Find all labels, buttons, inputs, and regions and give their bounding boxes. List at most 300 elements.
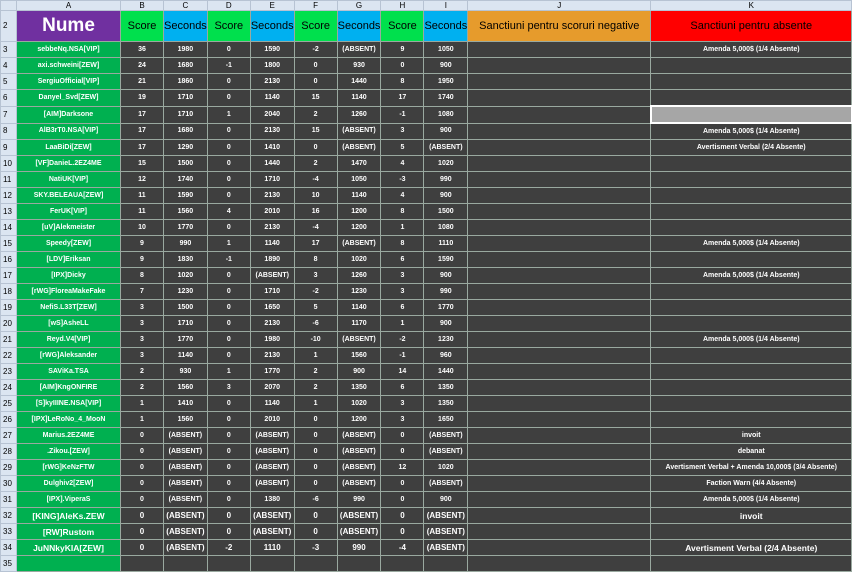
row-number[interactable]: 34 <box>1 540 17 556</box>
seconds-cell[interactable]: 1110 <box>250 540 294 556</box>
score-cell[interactable]: 0 <box>121 492 164 508</box>
negative-sanction-cell[interactable] <box>468 74 651 90</box>
score-cell[interactable]: 0 <box>381 58 424 74</box>
seconds-cell[interactable]: (ABSENT) <box>424 508 468 524</box>
seconds-cell[interactable]: 1350 <box>424 396 468 412</box>
score-cell[interactable]: -3 <box>294 540 337 556</box>
negative-sanction-cell[interactable] <box>468 556 651 572</box>
absence-sanction-cell[interactable] <box>651 300 852 316</box>
score-cell[interactable]: 6 <box>381 380 424 396</box>
seconds-cell[interactable]: 990 <box>164 236 208 252</box>
seconds-cell[interactable]: 1200 <box>337 412 381 428</box>
player-name-cell[interactable]: Reyd.V4[VIP] <box>17 332 121 348</box>
seconds-cell[interactable]: (ABSENT) <box>424 444 468 460</box>
negative-sanction-cell[interactable] <box>468 236 651 252</box>
score-cell[interactable]: 0 <box>207 300 250 316</box>
seconds-cell[interactable]: (ABSENT) <box>164 508 208 524</box>
absence-sanction-cell[interactable] <box>651 172 852 188</box>
seconds-cell[interactable]: (ABSENT) <box>424 476 468 492</box>
negative-sanction-cell[interactable] <box>468 268 651 284</box>
negative-sanction-cell[interactable] <box>468 172 651 188</box>
seconds-cell[interactable]: 900 <box>424 316 468 332</box>
seconds-header-cell[interactable]: Seconds <box>424 11 468 42</box>
seconds-cell[interactable]: 1590 <box>424 252 468 268</box>
player-name-cell[interactable]: LaaBiDi[ZEW] <box>17 140 121 156</box>
score-cell[interactable]: 3 <box>381 123 424 140</box>
score-cell[interactable]: 0 <box>381 428 424 444</box>
score-cell[interactable]: 0 <box>207 492 250 508</box>
score-cell[interactable]: 3 <box>121 300 164 316</box>
seconds-cell[interactable]: 2040 <box>250 106 294 123</box>
score-cell[interactable]: 8 <box>294 252 337 268</box>
absence-sanction-cell[interactable] <box>651 188 852 204</box>
score-cell[interactable]: -2 <box>381 332 424 348</box>
score-cell[interactable]: 0 <box>294 74 337 90</box>
score-cell[interactable]: 0 <box>294 476 337 492</box>
seconds-cell[interactable]: (ABSENT) <box>424 428 468 444</box>
score-cell[interactable]: 2 <box>121 364 164 380</box>
row-number[interactable]: 22 <box>1 348 17 364</box>
player-name-cell[interactable]: Marius.2EZ4ME <box>17 428 121 444</box>
seconds-cell[interactable]: (ABSENT) <box>250 268 294 284</box>
negative-sanction-cell[interactable] <box>468 508 651 524</box>
negative-sanctions-header-cell[interactable]: Sanctiuni pentru scoruri negative <box>468 11 651 42</box>
score-cell[interactable]: 3 <box>121 348 164 364</box>
score-cell[interactable]: 16 <box>294 204 337 220</box>
seconds-cell[interactable]: (ABSENT) <box>164 428 208 444</box>
seconds-cell[interactable]: 930 <box>164 364 208 380</box>
negative-sanction-cell[interactable] <box>468 316 651 332</box>
seconds-cell[interactable]: 1710 <box>164 90 208 107</box>
score-cell[interactable]: 12 <box>381 460 424 476</box>
seconds-cell[interactable]: 1380 <box>250 492 294 508</box>
absence-sanction-cell[interactable] <box>651 316 852 332</box>
seconds-cell[interactable]: 1740 <box>424 90 468 107</box>
score-cell[interactable]: 0 <box>207 412 250 428</box>
row-number[interactable]: 8 <box>1 123 17 140</box>
score-cell[interactable]: 5 <box>381 140 424 156</box>
seconds-header-cell[interactable]: Seconds <box>337 11 381 42</box>
seconds-cell[interactable]: 1980 <box>164 42 208 58</box>
absence-sanction-cell[interactable] <box>651 364 852 380</box>
score-cell[interactable]: 0 <box>381 476 424 492</box>
score-header-cell[interactable]: Score <box>294 11 337 42</box>
negative-sanction-cell[interactable] <box>468 332 651 348</box>
negative-sanction-cell[interactable] <box>468 140 651 156</box>
column-header-g[interactable]: G <box>337 1 381 11</box>
player-name-cell[interactable]: [IPX].ViperaS <box>17 492 121 508</box>
seconds-cell[interactable]: 1710 <box>250 172 294 188</box>
absence-sanction-cell[interactable]: Amenda 5,000$ (1/4 Absente) <box>651 268 852 284</box>
seconds-cell[interactable]: (ABSENT) <box>250 428 294 444</box>
seconds-cell[interactable]: 1680 <box>164 58 208 74</box>
score-cell[interactable]: 0 <box>294 412 337 428</box>
score-cell[interactable]: 1 <box>121 396 164 412</box>
negative-sanction-cell[interactable] <box>468 156 651 172</box>
seconds-cell[interactable]: 1020 <box>424 460 468 476</box>
score-cell[interactable]: 0 <box>207 348 250 364</box>
seconds-cell[interactable]: 1410 <box>250 140 294 156</box>
score-cell[interactable]: 0 <box>381 492 424 508</box>
row-number[interactable]: 15 <box>1 236 17 252</box>
absence-sanction-cell[interactable] <box>651 220 852 236</box>
seconds-cell[interactable]: (ABSENT) <box>337 476 381 492</box>
score-cell[interactable]: 36 <box>121 42 164 58</box>
score-cell[interactable]: 2 <box>294 156 337 172</box>
seconds-cell[interactable]: 1200 <box>337 220 381 236</box>
seconds-cell[interactable]: (ABSENT) <box>337 140 381 156</box>
score-cell[interactable] <box>294 556 337 572</box>
score-cell[interactable]: 3 <box>121 316 164 332</box>
seconds-cell[interactable]: 1710 <box>164 106 208 123</box>
negative-sanction-cell[interactable] <box>468 90 651 107</box>
score-cell[interactable]: 17 <box>121 123 164 140</box>
seconds-cell[interactable]: 900 <box>424 188 468 204</box>
column-header-e[interactable]: E <box>250 1 294 11</box>
seconds-cell[interactable]: 990 <box>337 492 381 508</box>
score-cell[interactable]: 1 <box>381 316 424 332</box>
player-name-cell[interactable]: Speedy[ZEW] <box>17 236 121 252</box>
seconds-cell[interactable]: 1140 <box>337 90 381 107</box>
score-cell[interactable]: 0 <box>121 508 164 524</box>
score-cell[interactable]: -4 <box>294 220 337 236</box>
score-cell[interactable]: 4 <box>381 156 424 172</box>
row-number[interactable]: 16 <box>1 252 17 268</box>
seconds-cell[interactable] <box>164 556 208 572</box>
score-cell[interactable]: 0 <box>294 428 337 444</box>
seconds-cell[interactable]: (ABSENT) <box>424 524 468 540</box>
score-cell[interactable]: 9 <box>381 42 424 58</box>
negative-sanction-cell[interactable] <box>468 42 651 58</box>
score-cell[interactable]: 8 <box>381 204 424 220</box>
absence-sanction-cell[interactable] <box>651 58 852 74</box>
seconds-cell[interactable]: 900 <box>424 123 468 140</box>
seconds-cell[interactable]: 1560 <box>337 348 381 364</box>
seconds-cell[interactable]: 1020 <box>337 396 381 412</box>
seconds-cell[interactable]: 1140 <box>337 188 381 204</box>
column-header-c[interactable]: C <box>164 1 208 11</box>
score-cell[interactable]: 0 <box>121 444 164 460</box>
seconds-cell[interactable]: 1140 <box>337 300 381 316</box>
seconds-cell[interactable]: (ABSENT) <box>250 508 294 524</box>
row-number[interactable]: 33 <box>1 524 17 540</box>
score-cell[interactable]: 3 <box>381 396 424 412</box>
negative-sanction-cell[interactable] <box>468 412 651 428</box>
seconds-cell[interactable]: 2130 <box>250 348 294 364</box>
seconds-cell[interactable]: 900 <box>424 268 468 284</box>
score-cell[interactable]: 0 <box>207 268 250 284</box>
row-number[interactable]: 26 <box>1 412 17 428</box>
negative-sanction-cell[interactable] <box>468 364 651 380</box>
seconds-cell[interactable]: 1410 <box>164 396 208 412</box>
seconds-cell[interactable]: (ABSENT) <box>424 140 468 156</box>
seconds-cell[interactable]: 1650 <box>250 300 294 316</box>
seconds-cell[interactable]: 1440 <box>424 364 468 380</box>
seconds-cell[interactable]: 1830 <box>164 252 208 268</box>
seconds-cell[interactable]: 1050 <box>337 172 381 188</box>
seconds-cell[interactable]: 1710 <box>164 316 208 332</box>
absence-sanction-cell[interactable]: Amenda 5,000$ (1/4 Absente) <box>651 42 852 58</box>
row-number[interactable]: 19 <box>1 300 17 316</box>
score-cell[interactable] <box>121 556 164 572</box>
row-number[interactable]: 12 <box>1 188 17 204</box>
row-number[interactable]: 20 <box>1 316 17 332</box>
seconds-cell[interactable]: 1500 <box>164 156 208 172</box>
seconds-cell[interactable] <box>424 556 468 572</box>
column-header-j[interactable]: J <box>468 1 651 11</box>
seconds-cell[interactable]: 1560 <box>164 412 208 428</box>
column-header-f[interactable]: F <box>294 1 337 11</box>
player-name-cell[interactable]: [LDV]Eriksan <box>17 252 121 268</box>
seconds-cell[interactable]: 1200 <box>337 204 381 220</box>
negative-sanction-cell[interactable] <box>468 428 651 444</box>
score-cell[interactable]: -10 <box>294 332 337 348</box>
row-number[interactable]: 29 <box>1 460 17 476</box>
score-cell[interactable]: 0 <box>207 460 250 476</box>
score-cell[interactable]: -1 <box>381 106 424 123</box>
row-number[interactable]: 35 <box>1 556 17 572</box>
row-number[interactable]: 9 <box>1 140 17 156</box>
player-name-cell[interactable]: SKY.BELEAUA[ZEW] <box>17 188 121 204</box>
score-cell[interactable]: 0 <box>207 123 250 140</box>
absence-sanction-cell[interactable] <box>651 396 852 412</box>
negative-sanction-cell[interactable] <box>468 123 651 140</box>
seconds-cell[interactable]: 1590 <box>164 188 208 204</box>
score-cell[interactable]: 0 <box>207 508 250 524</box>
player-name-cell[interactable]: AlB3rT0.NSA[VIP] <box>17 123 121 140</box>
score-cell[interactable]: 3 <box>381 284 424 300</box>
score-cell[interactable]: 0 <box>207 188 250 204</box>
score-cell[interactable]: -4 <box>381 540 424 556</box>
seconds-cell[interactable] <box>250 556 294 572</box>
seconds-cell[interactable]: 900 <box>424 58 468 74</box>
row-number[interactable]: 7 <box>1 106 17 123</box>
score-cell[interactable]: 0 <box>381 524 424 540</box>
row-number[interactable]: 6 <box>1 90 17 107</box>
player-name-cell[interactable]: [IPX]LeRoNo_4_MooN <box>17 412 121 428</box>
score-cell[interactable]: 11 <box>121 204 164 220</box>
absence-sanction-cell[interactable]: Amenda 5,000$ (1/4 Absente) <box>651 123 852 140</box>
seconds-cell[interactable]: (ABSENT) <box>164 492 208 508</box>
score-cell[interactable]: 0 <box>294 444 337 460</box>
seconds-cell[interactable]: 1140 <box>250 236 294 252</box>
row-number[interactable]: 18 <box>1 284 17 300</box>
row-number[interactable]: 27 <box>1 428 17 444</box>
seconds-cell[interactable]: 1770 <box>164 332 208 348</box>
row-number[interactable]: 21 <box>1 332 17 348</box>
column-header-h[interactable]: H <box>381 1 424 11</box>
score-cell[interactable]: 0 <box>121 476 164 492</box>
score-cell[interactable]: 1 <box>207 236 250 252</box>
score-cell[interactable]: 6 <box>381 300 424 316</box>
score-cell[interactable]: 0 <box>121 540 164 556</box>
seconds-cell[interactable]: (ABSENT) <box>164 476 208 492</box>
seconds-cell[interactable]: 1950 <box>424 74 468 90</box>
absence-sanction-cell[interactable] <box>651 74 852 90</box>
seconds-cell[interactable]: 1140 <box>164 348 208 364</box>
score-cell[interactable]: 2 <box>294 106 337 123</box>
absence-sanction-cell[interactable] <box>651 106 852 123</box>
score-header-cell[interactable]: Score <box>207 11 250 42</box>
seconds-cell[interactable]: 990 <box>337 540 381 556</box>
seconds-cell[interactable]: 1080 <box>424 106 468 123</box>
absence-sanction-cell[interactable]: Amenda 5,000$ (1/4 Absente) <box>651 332 852 348</box>
player-name-cell[interactable]: [KING]AleKs.ZEW <box>17 508 121 524</box>
score-cell[interactable] <box>381 556 424 572</box>
score-cell[interactable]: 5 <box>294 300 337 316</box>
seconds-cell[interactable]: (ABSENT) <box>424 540 468 556</box>
row-number[interactable]: 11 <box>1 172 17 188</box>
seconds-cell[interactable]: 1770 <box>164 220 208 236</box>
seconds-cell[interactable]: 2130 <box>250 220 294 236</box>
score-cell[interactable]: 6 <box>381 252 424 268</box>
score-cell[interactable]: 14 <box>381 364 424 380</box>
negative-sanction-cell[interactable] <box>468 460 651 476</box>
seconds-cell[interactable]: 1980 <box>250 332 294 348</box>
seconds-cell[interactable]: 1080 <box>424 220 468 236</box>
absence-sanction-cell[interactable] <box>651 90 852 107</box>
score-cell[interactable]: 0 <box>294 524 337 540</box>
score-cell[interactable]: 0 <box>207 284 250 300</box>
score-cell[interactable]: 3 <box>207 380 250 396</box>
negative-sanction-cell[interactable] <box>468 106 651 123</box>
negative-sanction-cell[interactable] <box>468 220 651 236</box>
absence-sanctions-header-cell[interactable]: Sanctiuni pentru absente <box>651 11 852 42</box>
seconds-cell[interactable]: 1650 <box>424 412 468 428</box>
seconds-cell[interactable]: 900 <box>337 364 381 380</box>
negative-sanction-cell[interactable] <box>468 524 651 540</box>
score-cell[interactable]: 0 <box>207 74 250 90</box>
absence-sanction-cell[interactable] <box>651 524 852 540</box>
seconds-cell[interactable]: (ABSENT) <box>337 42 381 58</box>
score-cell[interactable]: 15 <box>294 123 337 140</box>
player-name-cell[interactable]: [wS]AsheLL <box>17 316 121 332</box>
seconds-cell[interactable]: 2010 <box>250 204 294 220</box>
score-cell[interactable]: 0 <box>294 460 337 476</box>
score-cell[interactable]: 0 <box>294 140 337 156</box>
player-name-cell[interactable]: [AIM]KngONFIRE <box>17 380 121 396</box>
absence-sanction-cell[interactable] <box>651 284 852 300</box>
seconds-cell[interactable]: 1140 <box>250 90 294 107</box>
score-cell[interactable]: -1 <box>381 348 424 364</box>
negative-sanction-cell[interactable] <box>468 204 651 220</box>
negative-sanction-cell[interactable] <box>468 380 651 396</box>
absence-sanction-cell[interactable] <box>651 252 852 268</box>
absence-sanction-cell[interactable] <box>651 156 852 172</box>
row-number[interactable]: 13 <box>1 204 17 220</box>
seconds-cell[interactable]: 1470 <box>337 156 381 172</box>
player-name-cell[interactable]: [S]kyIIINE.NSA[VIP] <box>17 396 121 412</box>
seconds-cell[interactable]: (ABSENT) <box>164 524 208 540</box>
seconds-cell[interactable]: 1800 <box>250 58 294 74</box>
seconds-cell[interactable]: (ABSENT) <box>337 236 381 252</box>
score-cell[interactable]: -2 <box>207 540 250 556</box>
row-number[interactable]: 30 <box>1 476 17 492</box>
score-cell[interactable]: 17 <box>121 140 164 156</box>
score-cell[interactable]: 0 <box>207 172 250 188</box>
score-cell[interactable]: -1 <box>207 58 250 74</box>
row-number[interactable]: 17 <box>1 268 17 284</box>
seconds-cell[interactable]: 1740 <box>164 172 208 188</box>
negative-sanction-cell[interactable] <box>468 348 651 364</box>
score-cell[interactable]: 0 <box>207 428 250 444</box>
seconds-cell[interactable]: (ABSENT) <box>164 460 208 476</box>
row-number[interactable]: 10 <box>1 156 17 172</box>
seconds-cell[interactable]: 990 <box>424 172 468 188</box>
player-name-cell[interactable]: [rWG]KeNzFTW <box>17 460 121 476</box>
score-cell[interactable]: 0 <box>207 332 250 348</box>
absence-sanction-cell[interactable]: debanat <box>651 444 852 460</box>
score-cell[interactable]: 0 <box>294 508 337 524</box>
seconds-cell[interactable]: (ABSENT) <box>337 524 381 540</box>
score-cell[interactable] <box>207 556 250 572</box>
score-cell[interactable]: 0 <box>121 428 164 444</box>
score-cell[interactable]: 15 <box>121 156 164 172</box>
player-name-cell[interactable]: [uV]Alekmeister <box>17 220 121 236</box>
score-cell[interactable]: 15 <box>294 90 337 107</box>
score-cell[interactable]: 3 <box>381 412 424 428</box>
negative-sanction-cell[interactable] <box>468 252 651 268</box>
absence-sanction-cell[interactable]: invoit <box>651 508 852 524</box>
player-name-cell[interactable]: [rWG]Aleksander <box>17 348 121 364</box>
score-cell[interactable]: 0 <box>207 140 250 156</box>
seconds-cell[interactable] <box>337 556 381 572</box>
score-cell[interactable]: 10 <box>121 220 164 236</box>
score-cell[interactable]: 19 <box>121 90 164 107</box>
score-cell[interactable]: 0 <box>294 58 337 74</box>
score-cell[interactable]: 24 <box>121 58 164 74</box>
absence-sanction-cell[interactable]: Amenda 5,000$ (1/4 Absente) <box>651 492 852 508</box>
score-cell[interactable]: 0 <box>207 476 250 492</box>
absence-sanction-cell[interactable]: Faction Warn (4/4 Absente) <box>651 476 852 492</box>
score-cell[interactable]: 9 <box>121 252 164 268</box>
seconds-cell[interactable]: (ABSENT) <box>337 332 381 348</box>
player-name-cell[interactable]: JuNNkyKIA[ZEW] <box>17 540 121 556</box>
negative-sanction-cell[interactable] <box>468 58 651 74</box>
row-number[interactable]: 14 <box>1 220 17 236</box>
seconds-cell[interactable]: 1860 <box>164 74 208 90</box>
score-header-cell[interactable]: Score <box>381 11 424 42</box>
player-name-cell[interactable]: SergiuOfficial[VIP] <box>17 74 121 90</box>
score-cell[interactable]: 17 <box>381 90 424 107</box>
player-name-cell[interactable]: [rWG]FloreaMakeFake <box>17 284 121 300</box>
seconds-cell[interactable]: 900 <box>424 492 468 508</box>
seconds-cell[interactable]: 2130 <box>250 316 294 332</box>
seconds-cell[interactable]: 1890 <box>250 252 294 268</box>
score-cell[interactable]: 0 <box>207 444 250 460</box>
seconds-cell[interactable]: (ABSENT) <box>337 444 381 460</box>
score-cell[interactable]: 0 <box>207 42 250 58</box>
seconds-cell[interactable]: 1110 <box>424 236 468 252</box>
row-number[interactable]: 32 <box>1 508 17 524</box>
seconds-cell[interactable]: 930 <box>337 58 381 74</box>
score-cell[interactable]: 0 <box>381 508 424 524</box>
negative-sanction-cell[interactable] <box>468 492 651 508</box>
score-cell[interactable]: 0 <box>207 316 250 332</box>
seconds-cell[interactable]: 960 <box>424 348 468 364</box>
player-name-cell[interactable]: sebbeNq.NSA[VIP] <box>17 42 121 58</box>
score-cell[interactable]: 1 <box>207 106 250 123</box>
absence-sanction-cell[interactable] <box>651 380 852 396</box>
seconds-cell[interactable]: (ABSENT) <box>250 524 294 540</box>
absence-sanction-cell[interactable] <box>651 412 852 428</box>
score-cell[interactable]: -6 <box>294 316 337 332</box>
negative-sanction-cell[interactable] <box>468 188 651 204</box>
seconds-cell[interactable]: 1440 <box>250 156 294 172</box>
score-cell[interactable]: 0 <box>207 156 250 172</box>
score-cell[interactable]: 17 <box>294 236 337 252</box>
player-name-cell[interactable]: [VF]DanieL.2EZ4ME <box>17 156 121 172</box>
